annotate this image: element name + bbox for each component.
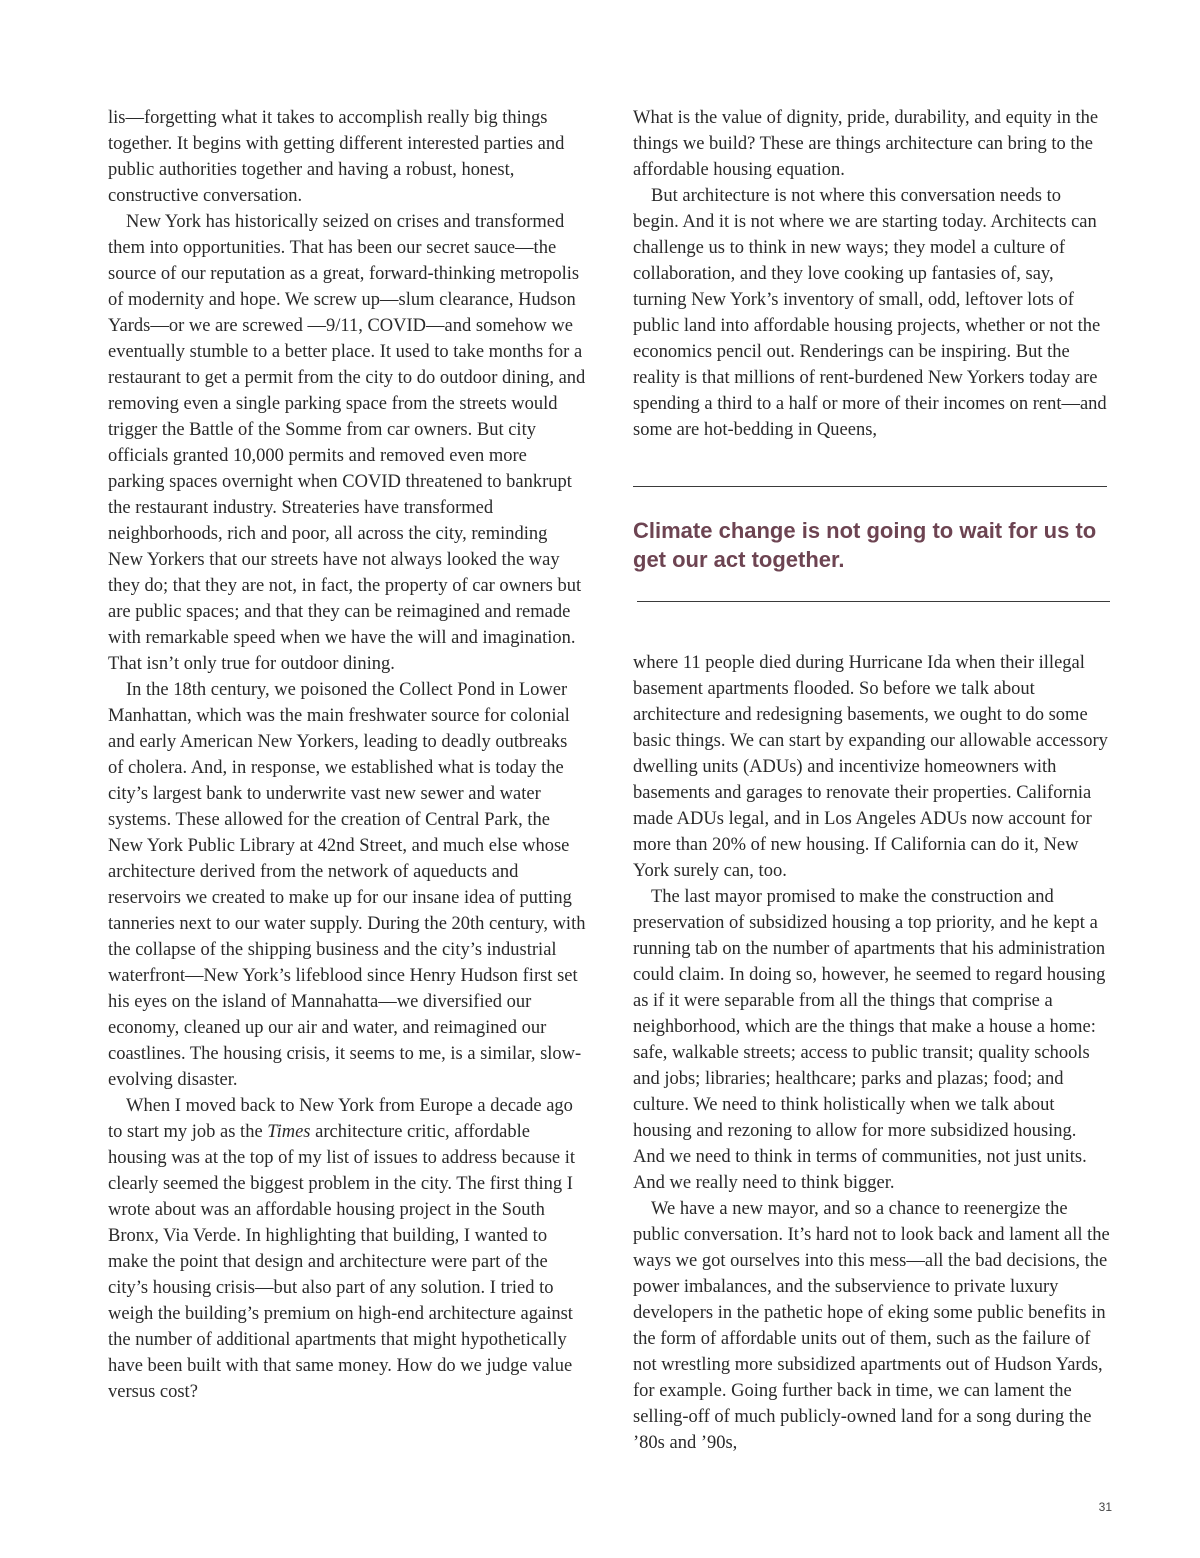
paragraph-text: architecture critic, affordable housing was at the top of my list of issues to address because it clearly seemed the biggest problem in the city. The first thing I wrote about was an affordable housing project in the South Bronx, Via Verde. In highlighting that building, I wanted to make the point that design and architecture were part of the city’s housing crisis—but also part of any solution. I tried to weigh the building’s premium on high-end architecture against the number of additional apartments that might hypothetically have been built with that same money. How do we judge value versus cost? [108, 1122, 576, 1402]
paragraph: But architecture is not where this conversation needs to begin. And it is not where we are starting today. Architects can challenge us to think in new ways; they model a culture of collaboration, and they love cooking up fantasies of, say, turning New York’s inventory of small, odd, leftover lots of public land into affordable housing projects, whether or not the economics pencil out. Renderings can be inspiring. But the reality is that millions of rent-burdened New Yorkers today are spending a third to a half or more of their incomes on rent—and some are hot-bedding in Queens, [633, 186, 1107, 440]
paragraph [108, 1093, 586, 1405]
pullquote-top-rule [633, 486, 1107, 487]
right-column-top [633, 105, 1111, 443]
page-number: 31 [1098, 1500, 1112, 1514]
paragraph-text: When I moved back to New York from Europe a decade ago to start my job as the [108, 1096, 573, 1142]
pullquote: Climate change is not going to wait for us to get our act together. [633, 518, 1097, 572]
paragraph: We have a new mayor, and so a chance to reenergize the public conversation. It’s hard not to look back and lament all the ways we got ourselves into this mess—all the bad decisions, the power imbalances, and the subservience to private luxury developers in the pathetic hope of eking some public benefits in the form of affordable units out of them, such as the failure of not wrestling more subsidized apartments out of Hudson Yards, for example. Going further back in time, we can lament the selling-off of much publicly-owned land for a song during the ’80s and ’90s, [633, 1199, 1110, 1453]
paragraph: In the 18th century, we poisoned the Collect Pond in Lower Manhattan, which was the main freshwater source for colonial and early American New Yorkers, leading to deadly outbreaks of cholera. And, in response, we established what is today the city’s largest bank to underwrite vast new sewer and water systems. These allowed for the creation of Central Park, the New York Public Library at 42nd Street, and much else whose architecture derived from the network of aqueducts and reservoirs we created to make up for our insane idea of putting tanneries next to our water supply. During the 20th century, with the collapse of the shipping business and the city’s industrial waterfront—New York’s lifeblood since Henry Hudson first set his eyes on the island of Mannahatta—we diversified our economy, cleaned up our air and water, and reimagined our coastlines. The housing crisis, it seems to me, is a similar, slow-evolving disaster. [108, 680, 586, 1090]
pullquote-bottom-rule [637, 601, 1110, 602]
paragraph: What is the value of dignity, pride, durability, and equity in the things we build? These are things architecture can bring to the affordable housing equation. [633, 108, 1099, 180]
publication-title: Times [267, 1122, 311, 1142]
paragraph: lis—forgetting what it takes to accomplish really big things together. It begins with getting different interested parties and public authorities together and having a robust, honest, constructive conversation. [108, 108, 565, 206]
paragraph: where 11 people died during Hurricane Ida when their illegal basement apartments flooded. So before we talk about architecture and redesigning basements, we ought to do some basic things. We can start by expanding our allowable accessory dwelling units (ADUs) and incentivize homeowners with basements and garages to renovate their properties. California made ADUs legal, and in Los Angeles ADUs now account for more than 20% of new housing. If California can do it, New York surely can, too. [633, 653, 1108, 881]
paragraph: New York has historically seized on crises and transformed them into opportunities. That has been our secret sauce—the source of our reputation as a great, forward-thinking metropolis of modernity and hope. We screw up—slum clearance, Hudson Yards—or we are screwed —9/11, COVID—and somehow we eventually stumble to a better place. It used to take months for a restaurant to get a permit from the city to do outdoor dining, and removing even a single parking space from the streets would trigger the Battle of the Somme from car owners. But city officials granted 10,000 permits and removed even more parking spaces overnight when COVID threatened to bankrupt the restaurant industry. Streateries have transformed neighborhoods, rich and poor, all across the city, reminding New Yorkers that our streets have not always looked the way they do; that they are not, in fact, the property of car owners but are public spaces; and that they can be reimagined and remade with remarkable speed when we have the will and imagination. That isn’t only true for outdoor dining. [108, 212, 586, 674]
right-column-bottom [633, 650, 1111, 1456]
paragraph: The last mayor promised to make the construction and preservation of subsidized housing a top priority, and he kept a running tab on the number of apartments that his administration could claim. In doing so, however, he seemed to regard housing as if it were separable from all the things that comprise a neighborhood, which are the things that make a house a home: safe, walkable streets; access to public transit; quality schools and jobs; libraries; healthcare; parks and plazas; food; and culture. We need to think holistically when we talk about housing and rezoning to allow for more subsidized housing. And we need to think in terms of communities, not just units. And we really need to think bigger. [633, 887, 1106, 1193]
left-column [108, 105, 586, 1405]
